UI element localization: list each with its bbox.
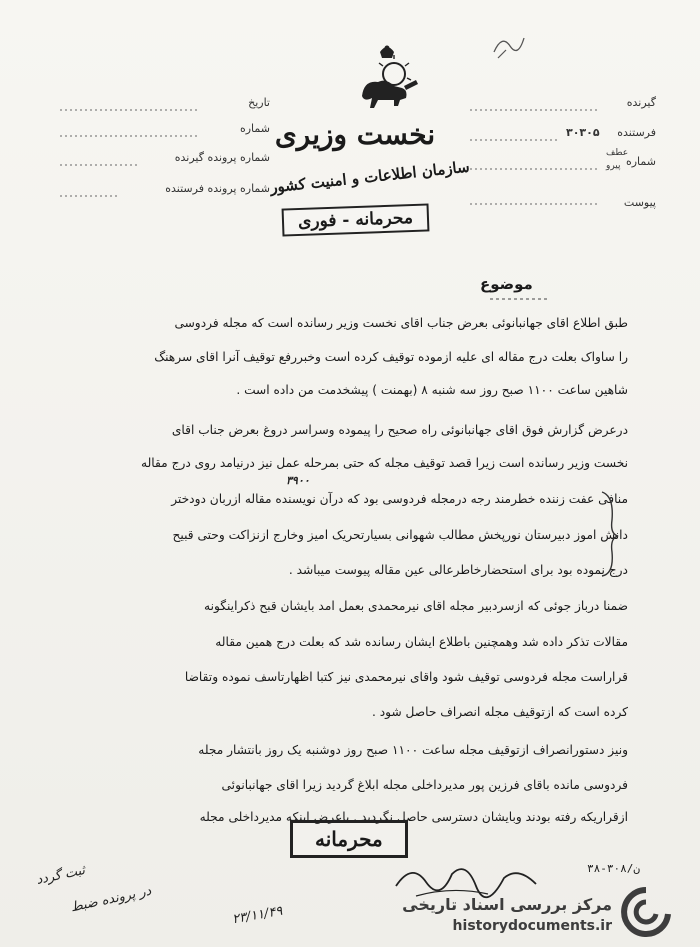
attachment-label: پیوست bbox=[623, 196, 656, 209]
archive-logo-icon bbox=[618, 886, 674, 938]
body-line: ازقراریکه رفته بودند وبایشان دسترسی حاصل نگردید . باعرض اینکه مدیرداخلی مجله bbox=[199, 810, 628, 824]
corner-scribble-mark bbox=[488, 24, 528, 64]
letterhead-title: نخست وزیری bbox=[274, 118, 436, 151]
body-line: درعرض گزارش فوق اقای جهانبانوئی راه صحیح را پیموده وسراسر دروغ بعرض جناب اقای bbox=[171, 423, 628, 437]
letterhead-subtitle: سازمان اطلاعات و امنیت کشور bbox=[269, 157, 471, 197]
body-line: شاهین ساعت ۱۱۰۰ صبح روز سه شنبه ۸ (بهمنت ) پیشخدمت من داده است . bbox=[236, 383, 628, 397]
sender-label: فرستنده bbox=[617, 126, 656, 139]
margin-handwritten-number: ۳۹۰۰ bbox=[286, 474, 310, 487]
body-line: دانش اموز دبیرستان نورپخش مطالب شهوانی بسیارتحریک امیز وخارج ازنزاکت وحتی قبیح bbox=[172, 528, 628, 542]
lion-and-sun-emblem bbox=[348, 40, 426, 118]
body-line: ضمنا درباز جوئی که ازسردبیر مجله اقای نیرمحمدی بعمل امد بایشان قبح ذکراینگونه bbox=[204, 599, 628, 613]
header-right-dotted-lines bbox=[470, 100, 650, 210]
number-note-bottom: پیرو bbox=[606, 161, 621, 171]
subject-underline bbox=[490, 296, 550, 302]
body-line: مقالات تذکر داده شد وهمچنین باطلاع ایشان رسانده شد که بعلت درج همین مقاله bbox=[215, 635, 628, 649]
body-line: طبق اطلاع اقای جهانبانوئی بعرض جناب اقای نخست وزیر رسانده است که مجله فردوسی bbox=[174, 316, 628, 330]
subject-label: موضوع bbox=[480, 275, 533, 293]
number-note-top: عطف bbox=[606, 148, 629, 158]
body-line: فردوسی مانده باقای فرزین پور مدیرداخلی مجله ابلاغ گردید زیرا اقای جهانبانوئی bbox=[221, 778, 628, 792]
date-label: تاریخ bbox=[248, 96, 270, 109]
number-label: شماره bbox=[625, 155, 656, 168]
body-line: قراراست مجله فردوسی توقیف شود واقای نیرمحمدی نیز کتبا اظهارتاسف نموده وتقاضا bbox=[184, 670, 628, 684]
handwritten-date: ۲۳/۱۱/۴۹ bbox=[231, 903, 284, 928]
header-left-dotted-lines bbox=[60, 100, 210, 200]
archive-logo-text: مرکز بررسی اسناد تاریخی bbox=[402, 895, 612, 914]
archive-logo-url: historydocuments.ir bbox=[452, 918, 612, 934]
left-number-label: شماره bbox=[239, 122, 270, 135]
confidential-urgent-stamp: محرمانه - فوری bbox=[282, 203, 430, 236]
sender-file-number-label: شماره پرونده فرستنده bbox=[165, 182, 270, 195]
body-line: نخست وزیر رسانده است زیرا قصد توقیف مجله که حتی بمرحله عمل نیز درنیامد روی درج مقاله bbox=[141, 456, 628, 470]
handwritten-note-line1: ثبت گردد bbox=[34, 863, 87, 888]
recipient-file-number-label: شماره پرونده گیرنده bbox=[174, 151, 270, 164]
reference-number: ۳۸-۳۰۸/ن bbox=[587, 862, 640, 875]
handwritten-note-line2: در پرونده ضبط bbox=[69, 883, 153, 916]
body-line: را ساواک بعلت درج مقاله ای علیه ازموده توقیف کرده است وخبررفع توقیف آنرا اقای سرهنگ bbox=[154, 350, 628, 364]
margin-bracket-mark bbox=[598, 490, 620, 578]
body-line: ونیز دستورانصراف ازتوقیف مجله ساعت ۱۱۰۰ صبح روز دوشنبه یک روز بانتشار مجله bbox=[198, 743, 628, 757]
recipient-label: گیرنده bbox=[626, 96, 656, 109]
confidential-stamp: محرمانه bbox=[290, 820, 408, 858]
body-line: کرده است که ازتوقیف مجله انصراف حاصل شود . bbox=[371, 705, 628, 719]
body-line: منافی عفت زننده خطرمند رجه درمجله فردوسی بود که درآن نویسنده مقاله ازربان دودختر bbox=[171, 492, 628, 506]
body-line: درج نموده بود برای استحضارخاطرعالی عین مقاله پیوست میباشد . bbox=[288, 563, 628, 577]
sender-value: ۳۰۳۰۵ bbox=[566, 126, 600, 139]
